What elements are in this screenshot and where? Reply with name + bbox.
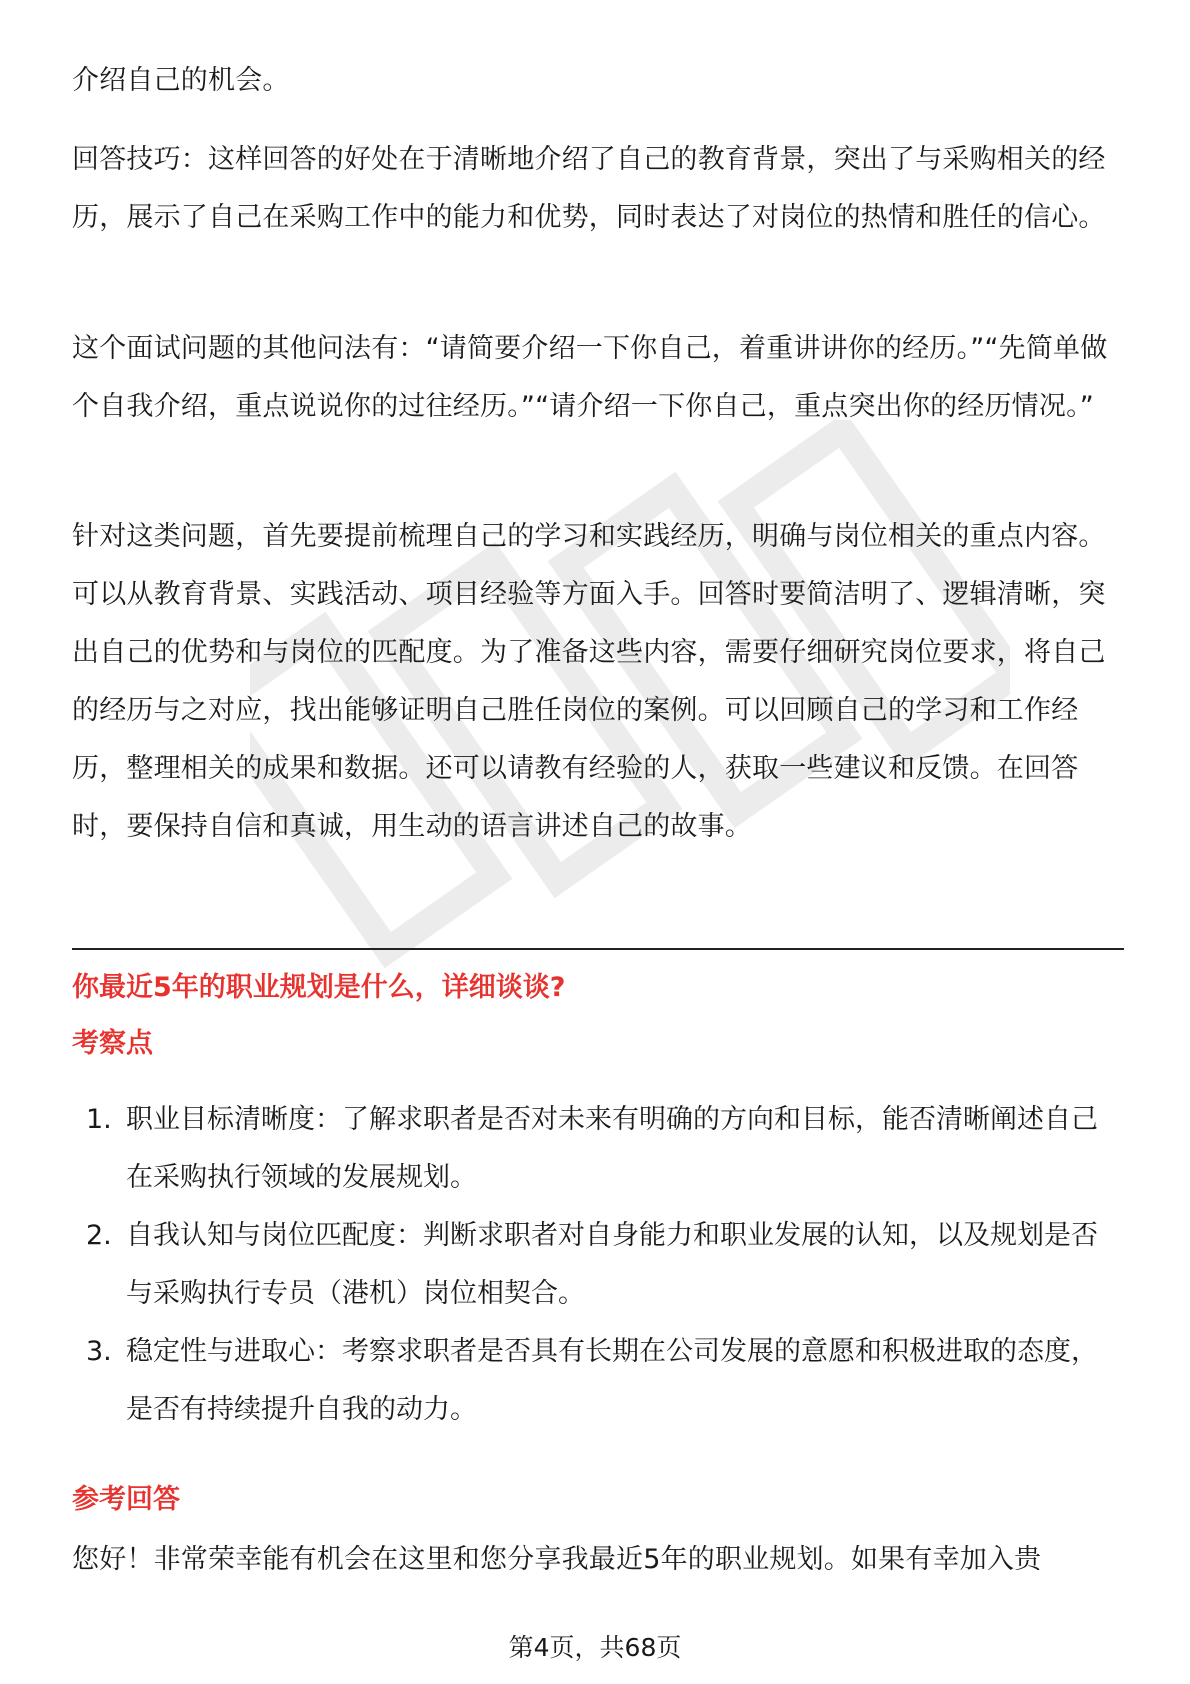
paragraph-alternative-questions: 这个面试问题的其他问法有：“请简要介绍一下你自己，着重讲讲你的经历。”“先简单做个自我介绍，重点说说你的过往经历。”“请介绍一下你自己，重点突出你的经历情况。” <box>72 333 1108 422</box>
paragraph-answer-start: 您好！非常荣幸能有机会在这里和您分享我最近5年的职业规划。如果有幸加入贵 <box>72 1544 1042 1575</box>
list-item <box>72 1207 1124 1323</box>
list-item-text: 自我认知与岗位匹配度：判断求职者对自身能力和职业发展的认知，以及规划是否与采购执行专员（港机）岗位相契合。 <box>126 1220 1098 1309</box>
paragraph-preparation-advice: 针对这类问题，首先要提前梳理自己的学习和实践经历，明确与岗位相关的重点内容。可以从教育背景、实践活动、项目经验等方面入手。回答时要简洁明了、逻辑清晰，突出自己的优势和与岗位的匹配度。为了准备这些内容，需要仔细研究岗位要求，将自己的经历与之对应，找出能够证明自己胜任岗位的案例。可以回顾自己的学习和工作经历，整理相关的成果和数据。还可以请教有经验的人，获取一些建议和反馈。在回答时，要保持自信和真诚，用生动的语言讲述自己的故事。 <box>72 521 1106 842</box>
section-heading-reference-answer: 参考回答 <box>72 1484 180 1515</box>
question-title: 你最近5年的职业规划是什么，详细谈谈? <box>72 972 566 1003</box>
page-footer: 第4页，共68页 <box>508 1633 682 1662</box>
section-divider <box>72 948 1124 950</box>
section-heading-assessment-points: 考察点 <box>72 1028 153 1059</box>
list-item-text: 稳定性与进取心：考察求职者是否具有长期在公司发展的意愿和积极进取的态度，是否有持续提升自我的动力。 <box>126 1336 1098 1425</box>
paragraph-intro-end: 介绍自己的机会。 <box>72 65 290 96</box>
list-item-number: 1. <box>86 1104 112 1135</box>
list-item-number: 2. <box>86 1220 112 1251</box>
assessment-points-list <box>72 1091 1124 1439</box>
list-item <box>72 1323 1124 1439</box>
list-item-text: 职业目标清晰度：了解求职者是否对未来有明确的方向和目标，能否清晰阐述自己在采购执行领域的发展规划。 <box>126 1104 1098 1193</box>
list-item <box>72 1091 1124 1207</box>
list-item-number: 3. <box>86 1336 112 1367</box>
paragraph-answer-tip: 回答技巧：这样回答的好处在于清晰地介绍了自己的教育背景，突出了与采购相关的经历，展示了自己在采购工作中的能力和优势，同时表达了对岗位的热情和胜任的信心。 <box>72 144 1106 233</box>
